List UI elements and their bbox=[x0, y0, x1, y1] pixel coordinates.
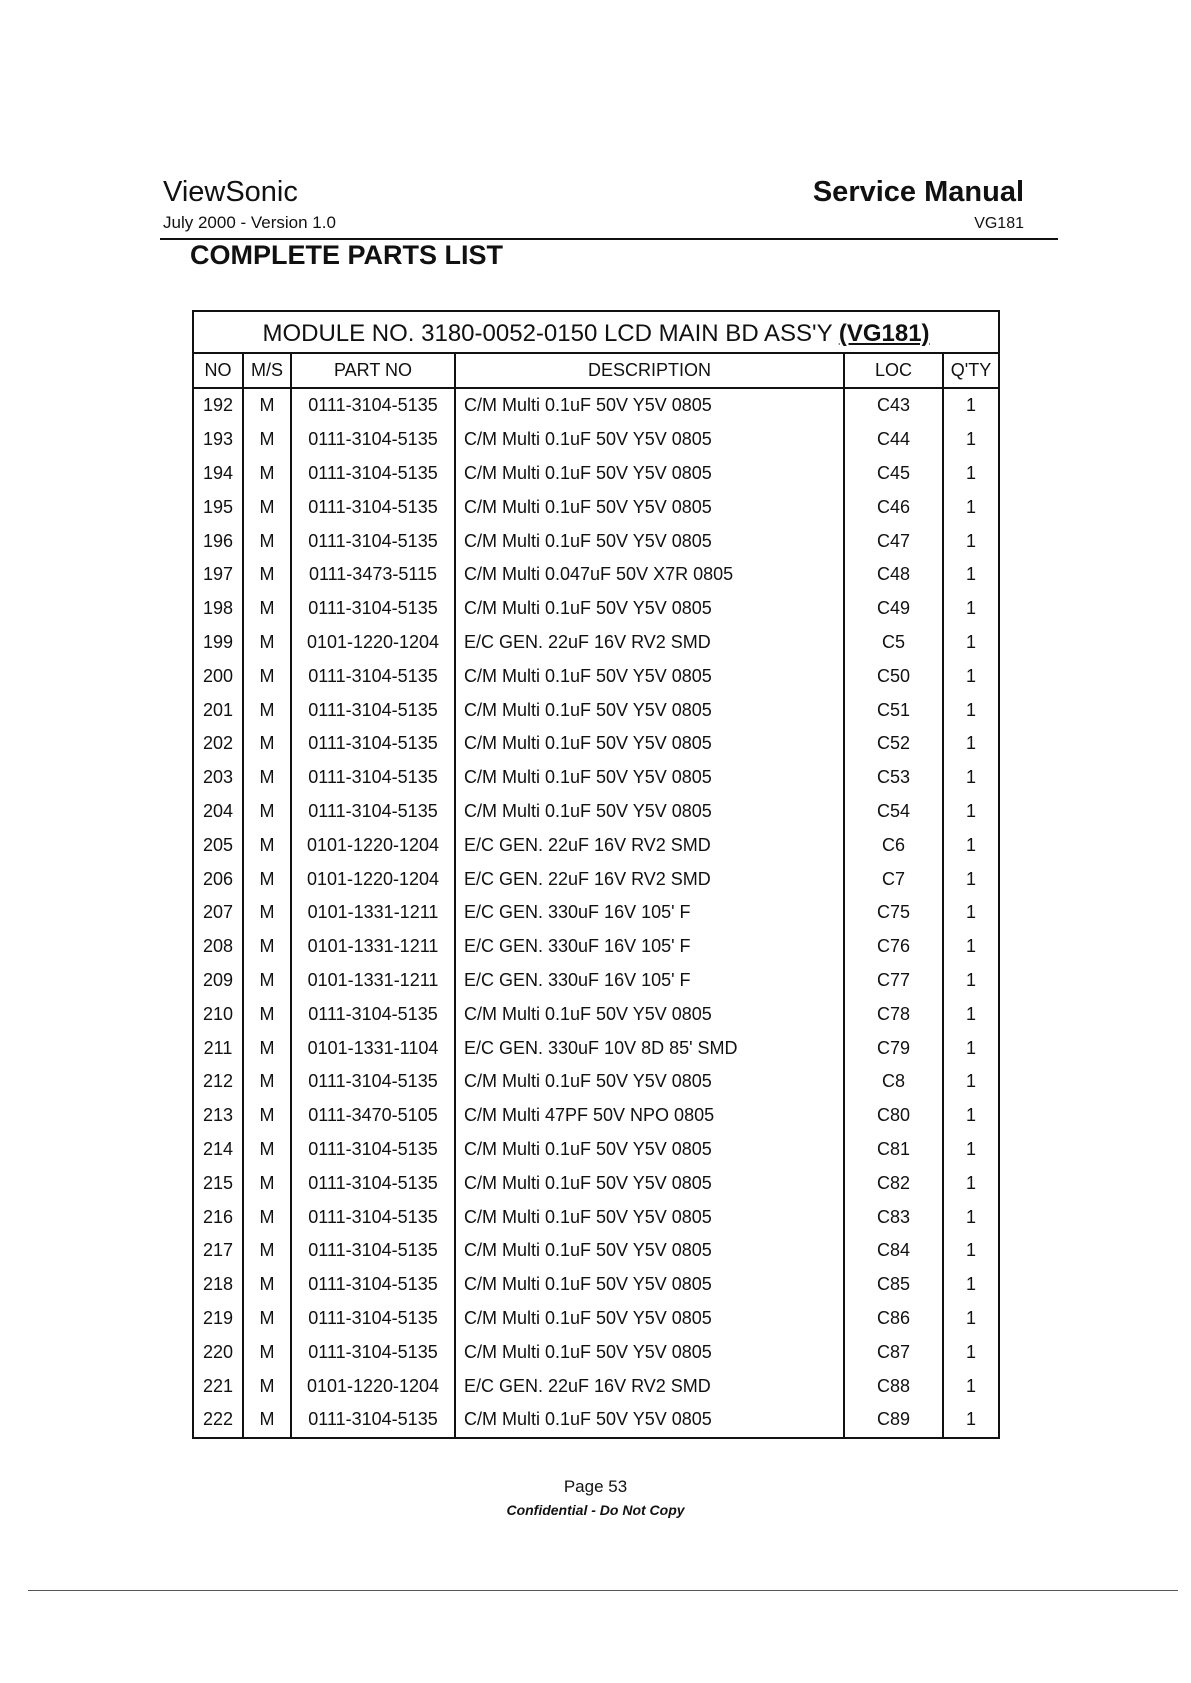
column-header-part-no: PART NO bbox=[291, 354, 455, 388]
cell-loc: C45 bbox=[844, 457, 943, 491]
table-row bbox=[194, 1335, 998, 1369]
cell-qty: 1 bbox=[943, 592, 998, 626]
page-number: Page 53 bbox=[563, 1477, 628, 1496]
table-row bbox=[194, 626, 998, 660]
module-model: (VG181) bbox=[838, 320, 930, 347]
cell-qty: 1 bbox=[943, 1133, 998, 1167]
cell-part-no: 0101-1220-1204 bbox=[291, 1369, 455, 1403]
table-row bbox=[194, 1268, 998, 1302]
cell-loc: C47 bbox=[844, 524, 943, 558]
cell-part-no: 0101-1331-1211 bbox=[291, 896, 455, 930]
table-row bbox=[194, 828, 998, 862]
cell-description: E/C GEN. 330uF 16V 105' F bbox=[455, 896, 844, 930]
cell-description: C/M Multi 0.1uF 50V Y5V 0805 bbox=[455, 388, 844, 423]
cell-loc: C79 bbox=[844, 1031, 943, 1065]
cell-loc: C53 bbox=[844, 761, 943, 795]
cell-description: C/M Multi 0.1uF 50V Y5V 0805 bbox=[455, 524, 844, 558]
cell-part-no: 0111-3104-5135 bbox=[291, 388, 455, 423]
table-row bbox=[194, 1302, 998, 1336]
cell-ms: M bbox=[243, 896, 291, 930]
cell-ms: M bbox=[243, 1065, 291, 1099]
cell-qty: 1 bbox=[943, 862, 998, 896]
cell-no: 222 bbox=[202, 1409, 234, 1430]
cell-no: 205 bbox=[202, 834, 234, 855]
cell-description: C/M Multi 0.1uF 50V Y5V 0805 bbox=[455, 1302, 844, 1336]
cell-part-no: 0111-3104-5135 bbox=[291, 761, 455, 795]
table-row bbox=[194, 558, 998, 592]
cell-qty: 1 bbox=[943, 558, 998, 592]
cell-no: 207 bbox=[202, 902, 234, 923]
table-row bbox=[194, 659, 998, 693]
cell-part-no: 0111-3473-5115 bbox=[291, 558, 455, 592]
cell-qty: 1 bbox=[943, 761, 998, 795]
table-row bbox=[194, 457, 998, 491]
table-row bbox=[194, 896, 998, 930]
cell-description: C/M Multi 0.1uF 50V Y5V 0805 bbox=[455, 1133, 844, 1167]
cell-loc: C8 bbox=[844, 1065, 943, 1099]
cell-loc: C6 bbox=[844, 828, 943, 862]
cell-qty: 1 bbox=[943, 896, 998, 930]
cell-qty: 1 bbox=[943, 1031, 998, 1065]
cell-description: C/M Multi 0.1uF 50V Y5V 0805 bbox=[455, 490, 844, 524]
table-row bbox=[194, 1403, 998, 1437]
cell-loc: C88 bbox=[844, 1369, 943, 1403]
cell-loc: C87 bbox=[844, 1335, 943, 1369]
cell-ms: M bbox=[243, 1403, 291, 1437]
cell-ms: M bbox=[243, 964, 291, 998]
cell-qty: 1 bbox=[943, 626, 998, 660]
brand-name: ViewSonic bbox=[163, 176, 298, 208]
cell-qty: 1 bbox=[943, 1369, 998, 1403]
cell-loc: C5 bbox=[844, 626, 943, 660]
cell-description: E/C GEN. 330uF 10V 8D 85' SMD bbox=[455, 1031, 844, 1065]
cell-part-no: 0111-3470-5105 bbox=[291, 1099, 455, 1133]
cell-part-no: 0111-3104-5135 bbox=[291, 1200, 455, 1234]
cell-ms: M bbox=[243, 423, 291, 457]
column-header-description: DESCRIPTION bbox=[455, 354, 844, 388]
cell-loc: C83 bbox=[844, 1200, 943, 1234]
cell-description: C/M Multi 0.1uF 50V Y5V 0805 bbox=[455, 1403, 844, 1437]
cell-qty: 1 bbox=[943, 1335, 998, 1369]
cell-ms: M bbox=[243, 693, 291, 727]
cell-no: 203 bbox=[202, 767, 234, 788]
cell-part-no: 0111-3104-5135 bbox=[291, 1403, 455, 1437]
table-row bbox=[194, 862, 998, 896]
table-row bbox=[194, 693, 998, 727]
cell-description: C/M Multi 47PF 50V NPO 0805 bbox=[455, 1099, 844, 1133]
table-row bbox=[194, 423, 998, 457]
cell-description: C/M Multi 0.1uF 50V Y5V 0805 bbox=[455, 1166, 844, 1200]
cell-qty: 1 bbox=[943, 659, 998, 693]
cell-qty: 1 bbox=[943, 388, 998, 423]
cell-ms: M bbox=[243, 1369, 291, 1403]
cell-description: C/M Multi 0.1uF 50V Y5V 0805 bbox=[455, 1268, 844, 1302]
cell-part-no: 0111-3104-5135 bbox=[291, 1133, 455, 1167]
table-row bbox=[194, 1099, 998, 1133]
cell-loc: C51 bbox=[844, 693, 943, 727]
cell-part-no: 0111-3104-5135 bbox=[291, 1234, 455, 1268]
cell-description: C/M Multi 0.1uF 50V Y5V 0805 bbox=[455, 693, 844, 727]
cell-description: C/M Multi 0.1uF 50V Y5V 0805 bbox=[455, 1234, 844, 1268]
cell-qty: 1 bbox=[943, 964, 998, 998]
cell-ms: M bbox=[243, 1031, 291, 1065]
cell-loc: C54 bbox=[844, 795, 943, 829]
table-row bbox=[194, 1200, 998, 1234]
cell-loc: C48 bbox=[844, 558, 943, 592]
cell-part-no: 0101-1331-1211 bbox=[291, 964, 455, 998]
cell-part-no: 0111-3104-5135 bbox=[291, 490, 455, 524]
table-row bbox=[194, 1166, 998, 1200]
cell-description: C/M Multi 0.1uF 50V Y5V 0805 bbox=[455, 997, 844, 1031]
cell-description: E/C GEN. 330uF 16V 105' F bbox=[455, 964, 844, 998]
cell-no: 219 bbox=[202, 1307, 234, 1328]
cell-ms: M bbox=[243, 592, 291, 626]
cell-loc: C89 bbox=[844, 1403, 943, 1437]
table-row bbox=[194, 1234, 998, 1268]
cell-no: 215 bbox=[202, 1172, 234, 1193]
cell-description: E/C GEN. 22uF 16V RV2 SMD bbox=[455, 828, 844, 862]
cell-qty: 1 bbox=[943, 524, 998, 558]
cell-loc: C80 bbox=[844, 1099, 943, 1133]
cell-loc: C7 bbox=[844, 862, 943, 896]
cell-description: C/M Multi 0.1uF 50V Y5V 0805 bbox=[455, 1335, 844, 1369]
cell-part-no: 0111-3104-5135 bbox=[291, 659, 455, 693]
cell-loc: C43 bbox=[844, 388, 943, 423]
table-header-row bbox=[194, 354, 998, 388]
section-title: COMPLETE PARTS LIST bbox=[190, 240, 504, 270]
cell-qty: 1 bbox=[943, 727, 998, 761]
cell-ms: M bbox=[243, 1268, 291, 1302]
manual-title: Service Manual bbox=[812, 176, 1024, 208]
table-row bbox=[194, 1031, 998, 1065]
cell-no: 220 bbox=[202, 1341, 234, 1362]
cell-description: E/C GEN. 22uF 16V RV2 SMD bbox=[455, 862, 844, 896]
cell-ms: M bbox=[243, 930, 291, 964]
cell-description: C/M Multi 0.1uF 50V Y5V 0805 bbox=[455, 423, 844, 457]
cell-ms: M bbox=[243, 1335, 291, 1369]
cell-part-no: 0111-3104-5135 bbox=[291, 727, 455, 761]
table-row bbox=[194, 1369, 998, 1403]
cell-qty: 1 bbox=[943, 1302, 998, 1336]
cell-description: C/M Multi 0.047uF 50V X7R 0805 bbox=[455, 558, 844, 592]
cell-qty: 1 bbox=[943, 1403, 998, 1437]
cell-no: 193 bbox=[202, 429, 234, 450]
table-row bbox=[194, 388, 998, 423]
cell-loc: C86 bbox=[844, 1302, 943, 1336]
table-row bbox=[194, 964, 998, 998]
footer-divider bbox=[28, 1590, 1178, 1591]
cell-qty: 1 bbox=[943, 1268, 998, 1302]
cell-description: C/M Multi 0.1uF 50V Y5V 0805 bbox=[455, 795, 844, 829]
cell-qty: 1 bbox=[943, 1234, 998, 1268]
cell-part-no: 0111-3104-5135 bbox=[291, 997, 455, 1031]
cell-ms: M bbox=[243, 524, 291, 558]
cell-loc: C50 bbox=[844, 659, 943, 693]
table-row bbox=[194, 490, 998, 524]
cell-part-no: 0111-3104-5135 bbox=[291, 1268, 455, 1302]
cell-loc: C85 bbox=[844, 1268, 943, 1302]
cell-no: 198 bbox=[202, 598, 234, 619]
cell-no: 192 bbox=[202, 395, 234, 416]
cell-no: 196 bbox=[202, 530, 234, 551]
cell-ms: M bbox=[243, 997, 291, 1031]
confidential-notice: Confidential - Do Not Copy bbox=[506, 1502, 685, 1518]
cell-loc: C75 bbox=[844, 896, 943, 930]
cell-ms: M bbox=[243, 1302, 291, 1336]
cell-part-no: 0111-3104-5135 bbox=[291, 1302, 455, 1336]
cell-part-no: 0101-1331-1211 bbox=[291, 930, 455, 964]
cell-ms: M bbox=[243, 761, 291, 795]
cell-description: C/M Multi 0.1uF 50V Y5V 0805 bbox=[455, 1065, 844, 1099]
cell-no: 200 bbox=[202, 665, 234, 686]
date-version: July 2000 - Version 1.0 bbox=[163, 213, 336, 232]
column-header-ms: M/S bbox=[243, 354, 291, 388]
cell-part-no: 0101-1331-1104 bbox=[291, 1031, 455, 1065]
cell-part-no: 0111-3104-5135 bbox=[291, 524, 455, 558]
cell-description: C/M Multi 0.1uF 50V Y5V 0805 bbox=[455, 1200, 844, 1234]
cell-loc: C77 bbox=[844, 964, 943, 998]
cell-no: 213 bbox=[202, 1105, 234, 1126]
cell-part-no: 0111-3104-5135 bbox=[291, 457, 455, 491]
cell-loc: C52 bbox=[844, 727, 943, 761]
cell-loc: C81 bbox=[844, 1133, 943, 1167]
cell-no: 212 bbox=[202, 1071, 234, 1092]
table-row bbox=[194, 795, 998, 829]
cell-part-no: 0101-1220-1204 bbox=[291, 862, 455, 896]
cell-ms: M bbox=[243, 1200, 291, 1234]
cell-no: 194 bbox=[202, 462, 234, 483]
cell-no: 221 bbox=[202, 1375, 234, 1396]
cell-no: 206 bbox=[202, 868, 234, 889]
table-row bbox=[194, 930, 998, 964]
cell-part-no: 0111-3104-5135 bbox=[291, 592, 455, 626]
column-header-loc: LOC bbox=[844, 354, 943, 388]
cell-ms: M bbox=[243, 388, 291, 423]
column-header-no: NO bbox=[194, 354, 243, 388]
cell-loc: C84 bbox=[844, 1234, 943, 1268]
cell-no: 202 bbox=[202, 733, 234, 754]
table-row bbox=[194, 761, 998, 795]
cell-description: C/M Multi 0.1uF 50V Y5V 0805 bbox=[455, 659, 844, 693]
cell-qty: 1 bbox=[943, 1099, 998, 1133]
cell-no: 218 bbox=[202, 1274, 234, 1295]
cell-ms: M bbox=[243, 862, 291, 896]
cell-part-no: 0111-3104-5135 bbox=[291, 693, 455, 727]
table-row bbox=[194, 997, 998, 1031]
cell-description: E/C GEN. 330uF 16V 105' F bbox=[455, 930, 844, 964]
cell-part-no: 0111-3104-5135 bbox=[291, 1065, 455, 1099]
table-row bbox=[194, 727, 998, 761]
cell-description: C/M Multi 0.1uF 50V Y5V 0805 bbox=[455, 727, 844, 761]
cell-no: 214 bbox=[202, 1138, 234, 1159]
cell-no: 209 bbox=[202, 969, 234, 990]
cell-ms: M bbox=[243, 626, 291, 660]
cell-ms: M bbox=[243, 795, 291, 829]
cell-description: C/M Multi 0.1uF 50V Y5V 0805 bbox=[455, 761, 844, 795]
module-title-text: MODULE NO. 3180-0052-0150 LCD MAIN BD ASS'Y bbox=[262, 320, 839, 347]
cell-no: 216 bbox=[202, 1206, 234, 1227]
cell-no: 197 bbox=[202, 564, 234, 585]
cell-loc: C49 bbox=[844, 592, 943, 626]
cell-qty: 1 bbox=[943, 828, 998, 862]
cell-qty: 1 bbox=[943, 930, 998, 964]
cell-description: C/M Multi 0.1uF 50V Y5V 0805 bbox=[455, 592, 844, 626]
cell-part-no: 0111-3104-5135 bbox=[291, 423, 455, 457]
table-row bbox=[194, 524, 998, 558]
cell-loc: C76 bbox=[844, 930, 943, 964]
cell-qty: 1 bbox=[943, 490, 998, 524]
cell-part-no: 0111-3104-5135 bbox=[291, 1166, 455, 1200]
cell-no: 204 bbox=[202, 800, 234, 821]
cell-qty: 1 bbox=[943, 1065, 998, 1099]
column-header-qty: Q'TY bbox=[943, 354, 998, 388]
cell-part-no: 0101-1220-1204 bbox=[291, 828, 455, 862]
parts-grid bbox=[194, 354, 998, 1437]
cell-no: 199 bbox=[202, 631, 234, 652]
cell-description: E/C GEN. 22uF 16V RV2 SMD bbox=[455, 1369, 844, 1403]
cell-part-no: 0111-3104-5135 bbox=[291, 795, 455, 829]
parts-table bbox=[192, 310, 1000, 1439]
cell-ms: M bbox=[243, 727, 291, 761]
cell-part-no: 0111-3104-5135 bbox=[291, 1335, 455, 1369]
module-title bbox=[194, 312, 998, 354]
cell-ms: M bbox=[243, 1166, 291, 1200]
cell-description: C/M Multi 0.1uF 50V Y5V 0805 bbox=[455, 457, 844, 491]
cell-no: 208 bbox=[202, 936, 234, 957]
cell-ms: M bbox=[243, 828, 291, 862]
cell-qty: 1 bbox=[943, 423, 998, 457]
cell-qty: 1 bbox=[943, 997, 998, 1031]
cell-no: 211 bbox=[203, 1037, 233, 1058]
cell-loc: C44 bbox=[844, 423, 943, 457]
cell-no: 201 bbox=[202, 699, 234, 720]
cell-no: 217 bbox=[202, 1240, 234, 1261]
table-row bbox=[194, 592, 998, 626]
cell-qty: 1 bbox=[943, 1166, 998, 1200]
table-body bbox=[194, 388, 998, 1437]
cell-no: 210 bbox=[202, 1003, 234, 1024]
cell-qty: 1 bbox=[943, 1200, 998, 1234]
table-row bbox=[194, 1133, 998, 1167]
cell-loc: C82 bbox=[844, 1166, 943, 1200]
cell-qty: 1 bbox=[943, 457, 998, 491]
cell-ms: M bbox=[243, 490, 291, 524]
cell-ms: M bbox=[243, 659, 291, 693]
cell-qty: 1 bbox=[943, 795, 998, 829]
cell-part-no: 0101-1220-1204 bbox=[291, 626, 455, 660]
cell-loc: C78 bbox=[844, 997, 943, 1031]
cell-loc: C46 bbox=[844, 490, 943, 524]
cell-no: 195 bbox=[202, 496, 234, 517]
cell-ms: M bbox=[243, 1234, 291, 1268]
cell-ms: M bbox=[243, 457, 291, 491]
cell-ms: M bbox=[243, 1133, 291, 1167]
model-number: VG181 bbox=[974, 215, 1024, 232]
cell-description: E/C GEN. 22uF 16V RV2 SMD bbox=[455, 626, 844, 660]
table-row bbox=[194, 1065, 998, 1099]
cell-ms: M bbox=[243, 558, 291, 592]
cell-qty: 1 bbox=[943, 693, 998, 727]
cell-ms: M bbox=[243, 1099, 291, 1133]
